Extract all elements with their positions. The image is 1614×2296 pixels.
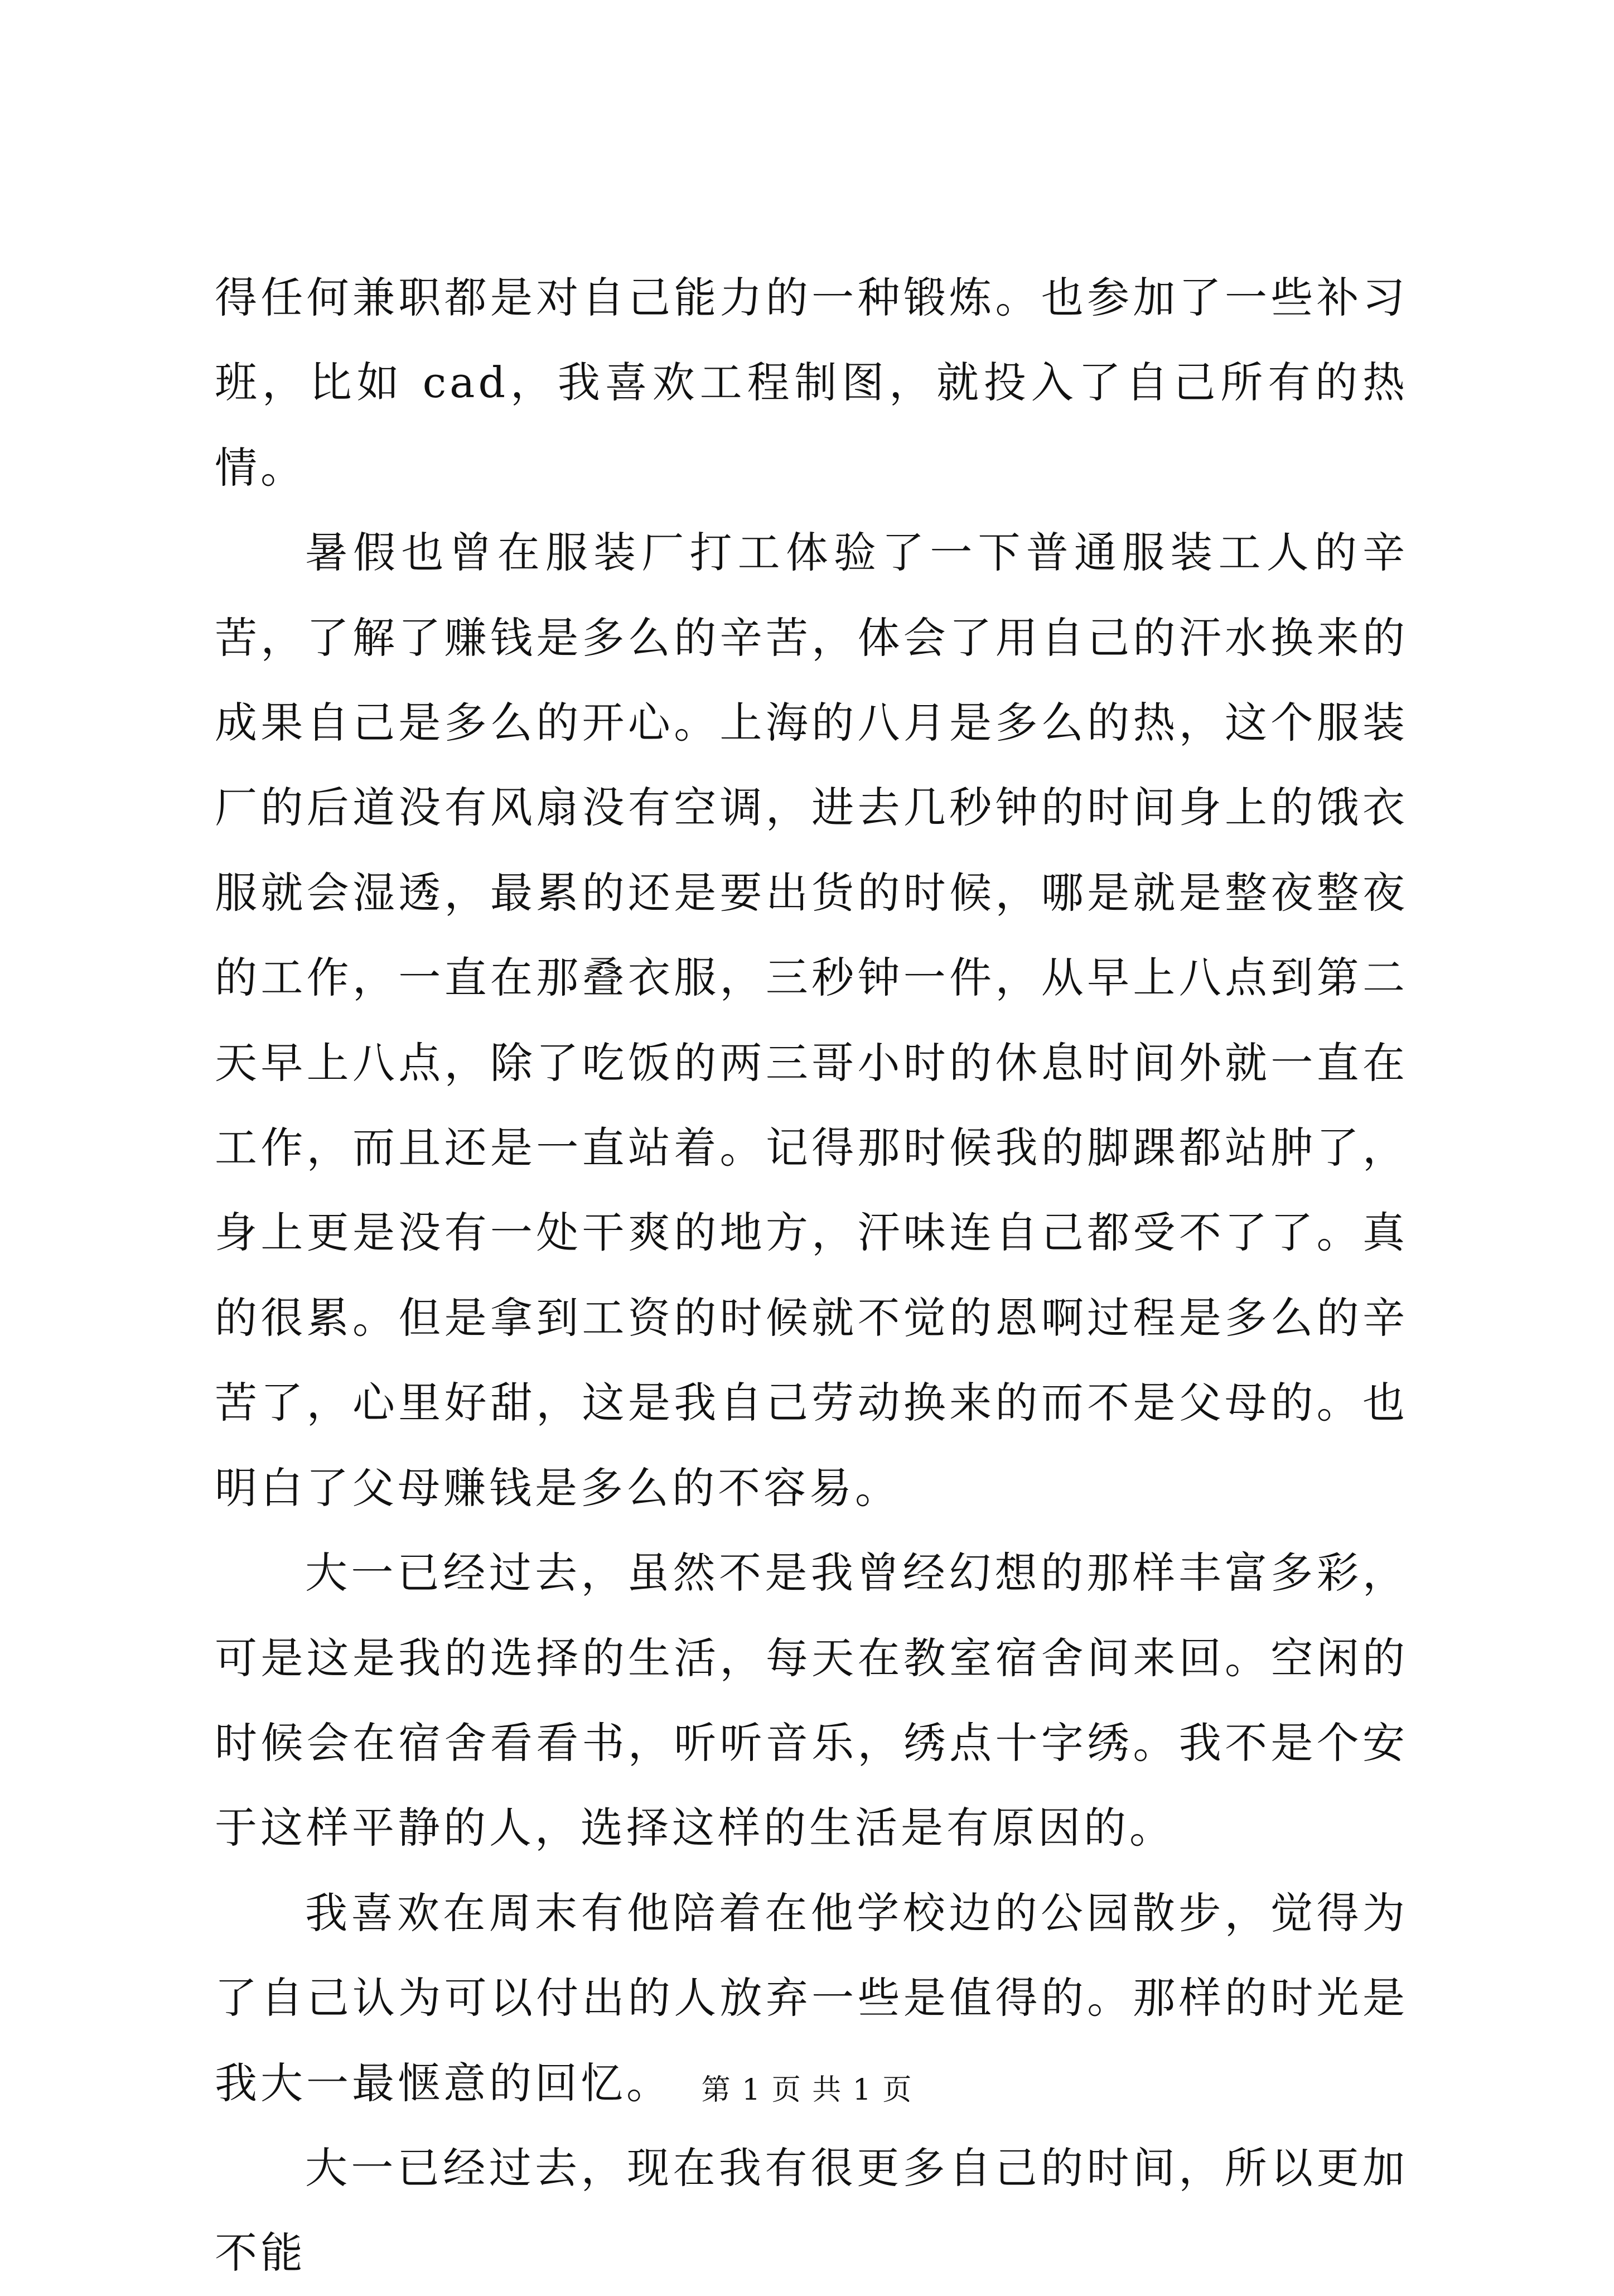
paragraph-1: 得任何兼职都是对自己能力的一种锻炼。也参加了一些补习班，比如 cad，我喜欢工程制图，就投入了自己所有的热情。 [215,273,1408,493]
document-body [215,255,1408,2296]
page-footer: 第 1 页 共 1 页 [701,2073,913,2107]
paragraph-3: 大一已经过去，虽然不是我曾经幻想的那样丰富多彩，可是这是我的选择的生活，每天在教室宿舍间来回。空闲的时候会在宿舍看看书，听听音乐，绣点十字绣。我不是个安于这样平静的人，选择这样的生活是有原因的。 [215,1548,1408,1853]
paragraph-5: 大一已经过去，现在我有很更多自己的时间，所以更加不能 [215,2143,1408,2278]
paragraph-4: 我喜欢在周末有他陪着在他学校边的公园散步，觉得为了自己认为可以付出的人放弃一些是值得的。那样的时光是我大一最惬意的回忆。 [215,1888,1408,2108]
paragraph-2: 暑假也曾在服装厂打工体验了一下普通服装工人的辛苦，了解了赚钱是多么的辛苦，体会了用自己的汗水换来的成果自己是多么的开心。上海的八月是多么的热，这个服装厂的后道没有风扇没有空调，进去几秒钟的时间身上的饿衣服就会湿透，最累的还是要出货的时候，哪是就是整夜整夜的工作，一直在那叠衣服，三秒钟一件，从早上八点到第二天早上八点，除了吃饭的两三哥小时的休息时间外就一直在工作，而且还是一直站着。记得那时候我的脚踝都站肿了，身上更是没有一处干爽的地方，汗味连自己都受不了了。真的很累。但是拿到工资的时候就不觉的恩啊过程是多么的辛苦了，心里好甜，这是我自己劳动换来的而不是父母的。也明白了父母赚钱是多么的不容易。 [215,528,1408,1513]
